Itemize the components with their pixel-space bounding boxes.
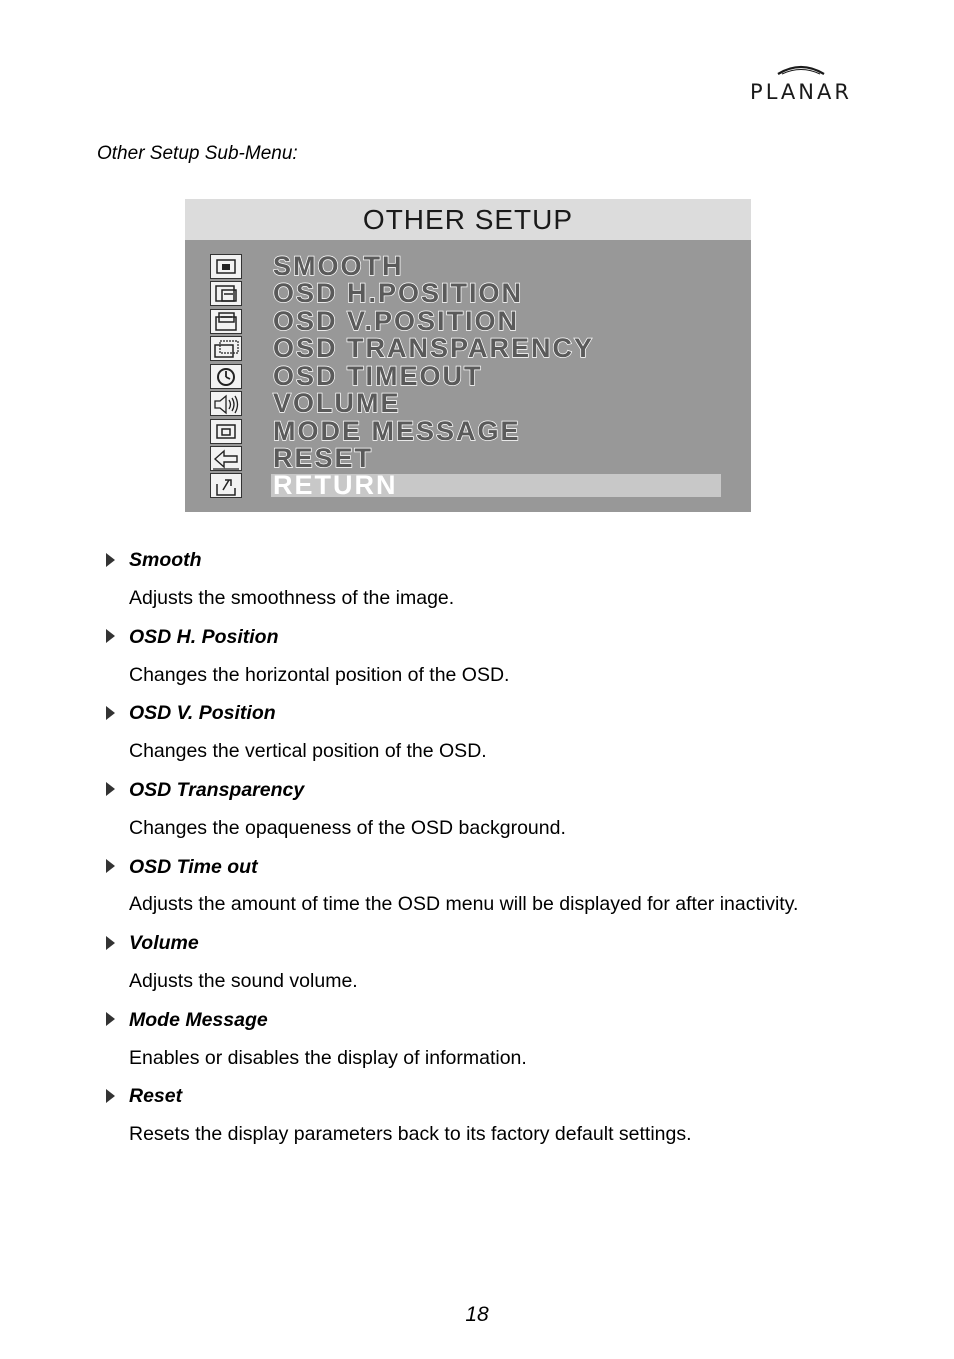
bullet-arrow-icon	[106, 782, 115, 796]
osd-item-label: OSD H.POSITION	[273, 278, 524, 308]
desc-title: Reset	[129, 1085, 183, 1107]
desc-text: Adjusts the amount of time the OSD menu will be displayed for after inactivity.	[129, 893, 799, 915]
osd-item-transparency[interactable]	[185, 335, 751, 362]
osd-item-timeout[interactable]	[185, 363, 751, 390]
clock-icon	[210, 364, 242, 389]
message-icon	[210, 419, 242, 444]
bullet-arrow-icon	[106, 1012, 115, 1026]
bullet-arrow-icon	[106, 553, 115, 567]
osd-item-label: RETURN	[273, 470, 398, 500]
page-number: 18	[465, 1303, 489, 1326]
osd-item-label: SMOOTH	[273, 251, 404, 281]
desc-text: Adjusts the sound volume.	[129, 970, 358, 992]
v-position-icon	[210, 309, 242, 334]
osd-item-mode-message[interactable]	[185, 418, 751, 445]
osd-item-label: RESET	[273, 443, 374, 473]
desc-text: Changes the opaqueness of the OSD background.	[129, 817, 566, 839]
desc-title: OSD Transparency	[129, 779, 305, 801]
logo-text: PLANAR	[750, 80, 852, 104]
osd-item-label: OSD V.POSITION	[273, 306, 520, 336]
desc-title: Mode Message	[129, 1009, 268, 1031]
osd-item-volume[interactable]	[185, 390, 751, 417]
h-position-icon	[210, 281, 242, 306]
return-icon	[210, 473, 242, 498]
desc-title: Volume	[129, 932, 199, 954]
planar-logo	[742, 62, 860, 104]
desc-title: OSD V. Position	[129, 702, 276, 724]
desc-text: Adjusts the smoothness of the image.	[129, 587, 455, 609]
desc-title: Smooth	[129, 549, 202, 571]
osd-title: OTHER SETUP	[185, 199, 751, 240]
osd-menu	[185, 199, 751, 512]
osd-item-label: OSD TIMEOUT	[273, 361, 483, 391]
osd-item-label: OSD TRANSPARENCY	[273, 333, 595, 363]
osd-item-label: MODE MESSAGE	[273, 416, 521, 446]
osd-item-v-position[interactable]	[185, 308, 751, 335]
transparency-icon	[210, 336, 242, 361]
desc-text: Resets the display parameters back to its factory default settings.	[129, 1123, 692, 1145]
desc-text: Enables or disables the display of information.	[129, 1047, 527, 1069]
desc-text: Changes the vertical position of the OSD.	[129, 740, 487, 762]
osd-item-h-position[interactable]	[185, 280, 751, 307]
speaker-icon	[210, 391, 242, 416]
osd-item-smooth[interactable]	[185, 253, 751, 280]
desc-title: OSD Time out	[129, 856, 258, 878]
logo-arc-icon	[776, 62, 826, 76]
bullet-arrow-icon	[106, 706, 115, 720]
smooth-icon	[210, 254, 242, 279]
reset-icon	[210, 446, 242, 471]
osd-item-label: VOLUME	[273, 388, 401, 418]
desc-text: Changes the horizontal position of the OSD.	[129, 664, 510, 686]
bullet-arrow-icon	[106, 859, 115, 873]
bullet-arrow-icon	[106, 936, 115, 950]
desc-title: OSD H. Position	[129, 626, 279, 648]
osd-item-reset[interactable]	[185, 445, 751, 472]
osd-item-return[interactable]	[185, 472, 751, 499]
bullet-arrow-icon	[106, 1089, 115, 1103]
section-intro: Other Setup Sub-Menu:	[97, 143, 298, 164]
bullet-arrow-icon	[106, 629, 115, 643]
